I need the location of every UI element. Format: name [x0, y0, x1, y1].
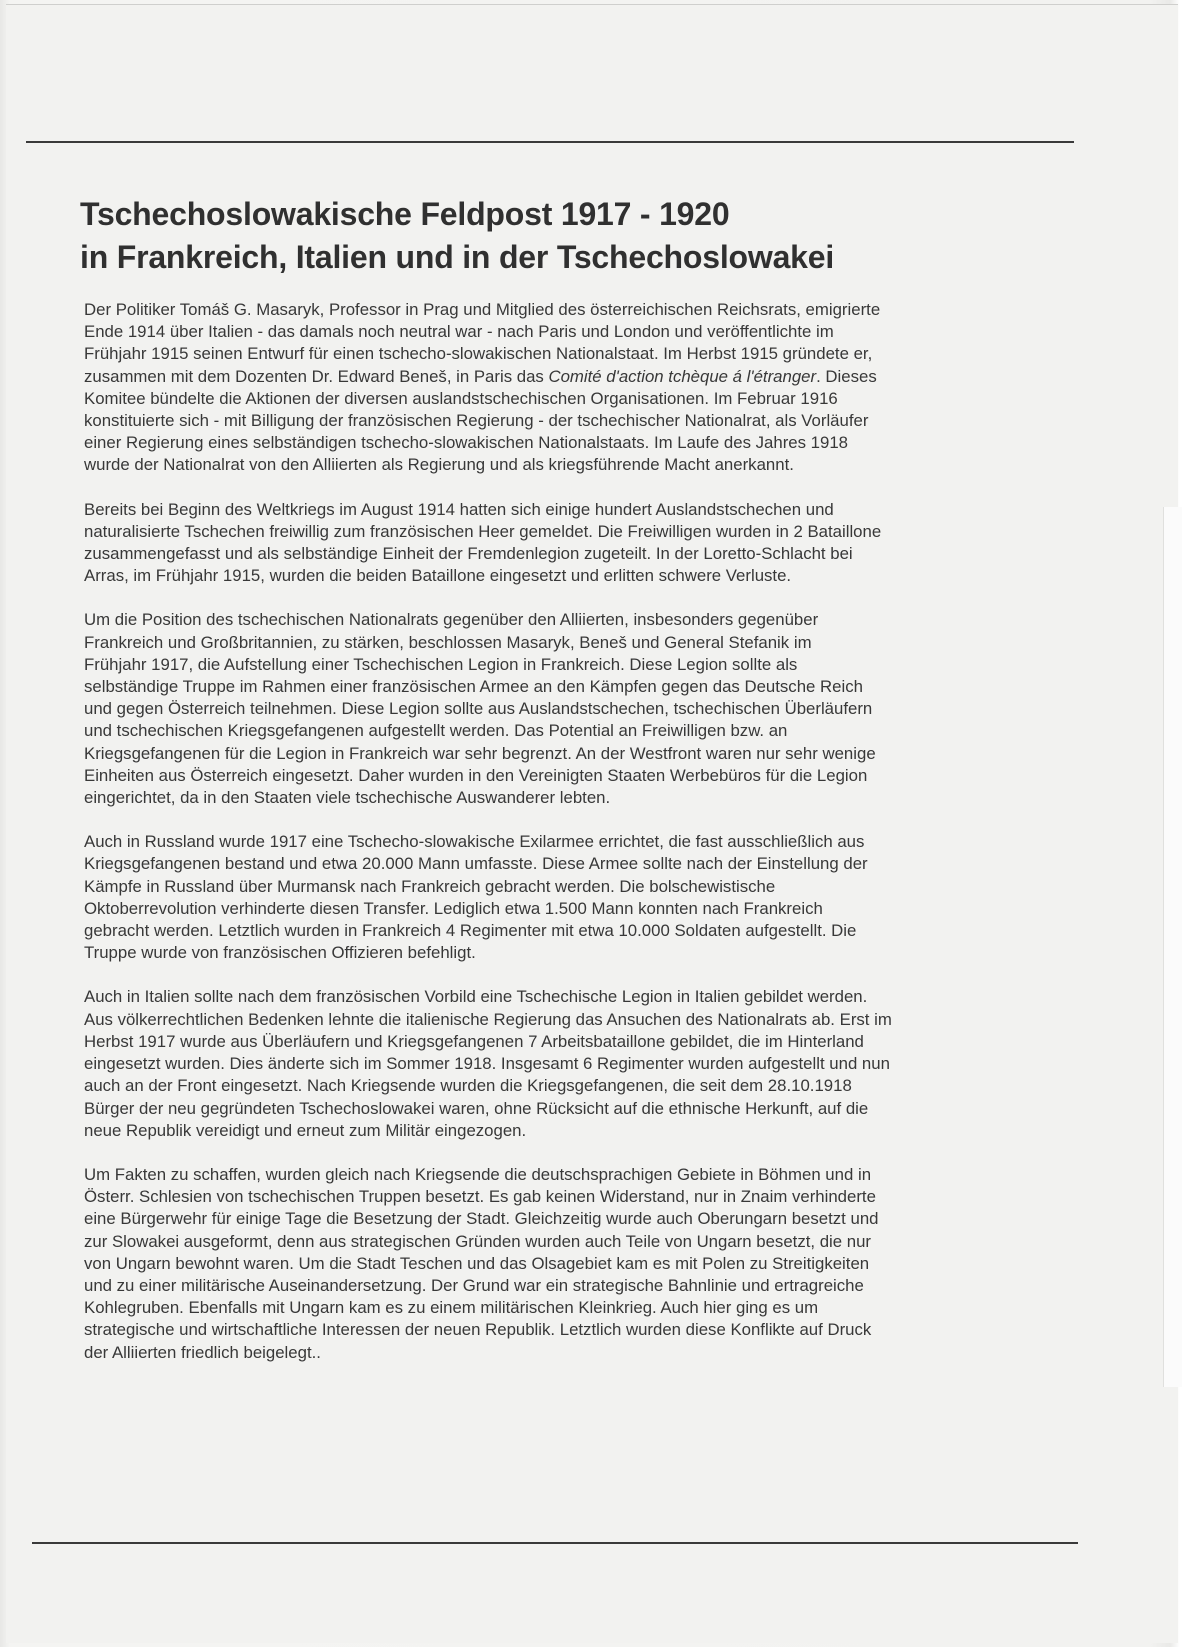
paragraph	[84, 986, 1024, 1141]
text-line: Bürger der neu gegründeten Tschechoslowakei waren, ohne Rücksicht auf die ethnische Herkunft, auf die	[84, 1098, 869, 1118]
text-line: Truppe wurde von französischen Offizieren befehligt.	[84, 943, 476, 963]
title-line: Tschechoslowakische Feldpost 1917 - 1920	[80, 196, 730, 232]
text-line: Österr. Schlesien von tschechischen Truppen besetzt. Es gab keinen Widerstand, nur in Znaim verhinderte	[84, 1187, 876, 1207]
text-line: Frühjahr 1915 seinen Entwurf für einen tschecho-slowakischen Nationalstaat. Im Herbst 1915 gründete er,	[84, 344, 873, 364]
text-run: zusammen mit dem Dozenten Dr. Edward Beneš, in Paris das	[84, 366, 549, 386]
text-line: gebracht werden. Letztlich wurden in Frankreich 4 Regimenter mit etwa 10.000 Soldaten aufgestellt. Die	[84, 921, 857, 941]
text-line: Einheiten aus Österreich eingesetzt. Daher wurden in den Vereinigten Staaten Werbebüros für die Legion	[84, 765, 868, 785]
text-line: strategische und wirtschaftliche Interessen der neuen Republik. Letztlich wurden diese Konflikte auf Druck	[84, 1320, 872, 1340]
page-edge-tab	[1163, 507, 1182, 1387]
paragraph	[84, 299, 1024, 477]
body-text	[84, 299, 1024, 1386]
paragraph	[84, 499, 1024, 588]
text-line: und gegen Österreich teilnehmen. Diese Legion sollte aus Auslandstschechen, tschechischen Überläufern	[84, 699, 873, 719]
text-line: von Ungarn bewohnt waren. Um die Stadt Teschen und das Olsagebiet kam es mit Polen zu Streitigkeiten	[84, 1253, 870, 1273]
text-line: Der Politiker Tomáš G. Masaryk, Professor in Prag und Mitglied des österreichischen Reichsrats, emigrierte	[84, 300, 881, 319]
text-line: auch an der Front eingesetzt. Nach Kriegsende wurden die Kriegsgefangenen, die seit dem 28.10.1918	[84, 1076, 852, 1096]
text-line: konstituierte sich - mit Billigung der französischen Regierung - der tschechischer Nationalrat, als Vorläufer	[84, 411, 869, 431]
text-line: zur Slowakei ausgeformt, denn aus strategischen Gründen wurden auch Teile von Ungarn besetzt, die nur	[84, 1231, 872, 1251]
text-line: eine Bürgerwehr für einige Tage die Besetzung der Stadt. Gleichzeitig wurde auch Oberungarn besetzt und	[84, 1209, 879, 1229]
page-title	[80, 193, 1040, 279]
text-line: der Alliierten friedlich beigelegt..	[84, 1342, 321, 1362]
paragraph	[84, 1164, 1024, 1364]
text-line: und tschechischen Kriegsgefangenen aufgestellt werden. Das Potential an Freiwilligen bzw. an	[84, 721, 788, 741]
text-line: Frühjahr 1917, die Aufstellung einer Tschechischen Legion in Frankreich. Diese Legion sollte als	[84, 654, 798, 674]
text-line: Arras, im Frühjahr 1915, wurden die beiden Bataillone eingesetzt und erlitten schwere Verluste.	[84, 566, 792, 586]
text-line: Frankreich und Großbritannien, zu stärken, beschlossen Masaryk, Beneš und General Stefanik im	[84, 632, 812, 652]
text-line: neue Republik vereidigt und erneut zum Militär eingezogen.	[84, 1120, 527, 1140]
paragraph	[84, 831, 1024, 964]
bottom-divider	[32, 1542, 1078, 1544]
text-line: und zu einer militärische Auseinandersetzung. Der Grund war ein strategische Bahnlinie und ertragreiche	[84, 1275, 864, 1295]
text-line: Aus völkerrechtlichen Bedenken lehnte die italienische Regierung das Ansuchen des Nationalrats ab. Erst im	[84, 1009, 892, 1029]
text-line: Kohlegruben. Ebenfalls mit Ungarn kam es zu einem militärischen Kleinkrieg. Auch hier ging es um	[84, 1298, 819, 1318]
title-line: in Frankreich, Italien und in der Tschechoslowakei	[80, 239, 835, 275]
text-line: Auch in Italien sollte nach dem französischen Vorbild eine Tschechische Legion in Italien gebildet werden.	[84, 987, 868, 1007]
text-line: Oktoberrevolution verhinderte diesen Transfer. Lediglich etwa 1.500 Mann konnten nach Frankreich	[84, 898, 823, 918]
text-line: Kriegsgefangenen für die Legion in Frankreich war sehr begrenzt. An der Westfront waren nur sehr wenige	[84, 743, 876, 763]
text-line: Auch in Russland wurde 1917 eine Tschecho-slowakische Exilarmee errichtet, die fast ausschließlich aus	[84, 832, 865, 852]
paragraph	[84, 609, 1024, 809]
text-line: Um die Position des tschechischen Nationalrats gegenüber den Alliierten, insbesonders gegenüber	[84, 610, 819, 630]
text-line: Ende 1914 über Italien - das damals noch neutral war - nach Paris und London und veröffentlichte im	[84, 322, 834, 342]
text-line: einer Regierung eines selbständigen tschecho-slowakischen Nationalstaats. Im Laufe des Jahres 1918	[84, 433, 849, 453]
text-line: Kämpfe in Russland über Murmansk nach Frankreich gebracht werden. Die bolschewistische	[84, 876, 776, 896]
text-line: Herbst 1917 wurde aus Überläufern und Kriegsgefangenen 7 Arbeitsbataillone gebildet, die im Hinterland	[84, 1031, 864, 1051]
text-line: zusammengefasst und als selbständige Einheit der Fremdenlegion zugeteilt. In der Loretto-Schlacht bei	[84, 544, 853, 564]
text-run: . Dieses	[816, 366, 877, 386]
text-line: Komitee bündelte die Aktionen der diversen auslandstschechischen Organisationen. Im Februar 1916	[84, 388, 838, 408]
text-line: Kriegsgefangenen bestand und etwa 20.000 Mann umfasste. Diese Armee sollte nach der Einstellung der	[84, 854, 868, 874]
text-line: Um Fakten zu schaffen, wurden gleich nach Kriegsende die deutschsprachigen Gebiete in Böhmen und in	[84, 1164, 872, 1184]
text-line: naturalisierte Tschechen freiwillig zum französischen Heer gemeldet. Die Freiwilligen wurden in 2 Bataillone	[84, 521, 882, 541]
text-line: eingerichtet, da in den Staaten viele tschechische Auswanderer lebten.	[84, 788, 611, 808]
text-line	[84, 366, 1024, 388]
text-line: wurde der Nationalrat von den Alliierten als Regierung und als kriegsführende Macht anerkannt.	[84, 455, 794, 475]
document-page	[6, 4, 1178, 1643]
top-divider	[26, 141, 1074, 143]
text-line: eingesetzt wurden. Dies änderte sich im Sommer 1918. Insgesamt 6 Regimenter wurden aufgestellt und nun	[84, 1054, 890, 1074]
text-line: selbständige Truppe im Rahmen einer französischen Armee an den Kämpfen gegen das Deutsche Reich	[84, 677, 863, 697]
text-line: Bereits bei Beginn des Weltkriegs im August 1914 hatten sich einige hundert Auslandstschechen und	[84, 499, 834, 519]
italic-committee-name: Comité d'action tchèque á l'étranger	[548, 366, 817, 386]
